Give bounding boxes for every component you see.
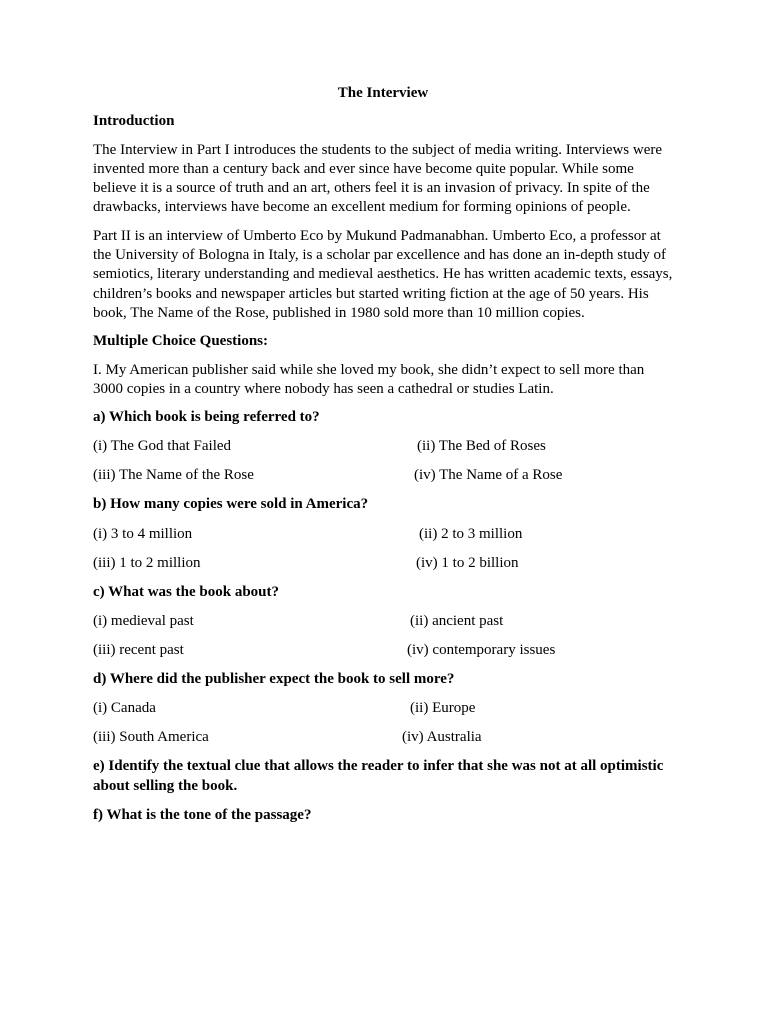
option-a-i: (i) The God that Failed: [93, 438, 232, 455]
options-row: [93, 699, 673, 718]
question-f: f) What is the tone of the passage?: [93, 806, 312, 823]
option-a-iv: (iv) The Name of a Rose: [414, 467, 563, 484]
options-row: [93, 641, 673, 660]
options-row: [93, 728, 673, 747]
question-e: e) Identify the textual clue that allows the reader to infer that she was not at all optimistic about selling the book.: [93, 758, 664, 794]
option-c-iv: (iv) contemporary issues: [407, 642, 556, 659]
mcq-heading: Multiple Choice Questions:: [93, 333, 268, 350]
option-c-ii: (ii) ancient past: [410, 613, 504, 630]
options-row: [93, 466, 673, 485]
question-b: b) How many copies were sold in America?: [93, 496, 369, 513]
option-b-iv: (iv) 1 to 2 billion: [416, 554, 519, 571]
option-b-ii: (ii) 2 to 3 million: [419, 525, 523, 542]
option-c-iii: (iii) recent past: [93, 642, 184, 659]
options-row: [93, 612, 673, 631]
introduction-paragraph-1: The Interview in Part I introduces the students to the subject of media writing. Interviews were invented more than a century back and ever since have become quite popular. While some believe it is a source of truth and an art, others feel it is an invasion of privacy. In spite of the drawbacks, interviews have become an excellent medium for forming opinions of people.: [93, 141, 663, 216]
option-d-ii: (ii) Europe: [410, 700, 476, 717]
options-row: [93, 554, 673, 573]
question-d: d) Where did the publisher expect the book to sell more?: [93, 671, 455, 688]
question-c: c) What was the book about?: [93, 583, 279, 600]
introduction-heading: Introduction: [93, 113, 175, 130]
option-a-ii: (ii) The Bed of Roses: [417, 438, 546, 455]
option-c-i: (i) medieval past: [93, 613, 194, 630]
document-page: [93, 84, 673, 835]
introduction-paragraph-2: Part II is an interview of Umberto Eco by Mukund Padmanabhan. Umberto Eco, a professor at the University of Bologna in Italy, is a scholar par excellence and has done an in-depth study of semiotics, literary understanding and medieval aesthetics. He has written academic texts, essays, children’s books and newspaper articles but started writing fiction at the age of 50 years. His book, The Name of the Rose, published in 1980 sold more than 10 million copies.: [93, 227, 673, 321]
question-a: a) Which book is being referred to?: [93, 409, 320, 426]
option-d-i: (i) Canada: [93, 700, 156, 717]
option-d-iv: (iv) Australia: [402, 729, 482, 746]
extract-passage: I. My American publisher said while she loved my book, she didn’t expect to sell more than 3000 copies in a country where nobody has seen a cathedral or studies Latin.: [93, 361, 645, 397]
option-a-iii: (iii) The Name of the Rose: [93, 467, 254, 484]
option-d-iii: (iii) South America: [93, 729, 209, 746]
options-row: [93, 525, 673, 544]
document-title: The Interview: [337, 85, 429, 101]
options-row: [93, 437, 673, 456]
option-b-iii: (iii) 1 to 2 million: [93, 554, 201, 571]
option-b-i: (i) 3 to 4 million: [93, 525, 193, 542]
